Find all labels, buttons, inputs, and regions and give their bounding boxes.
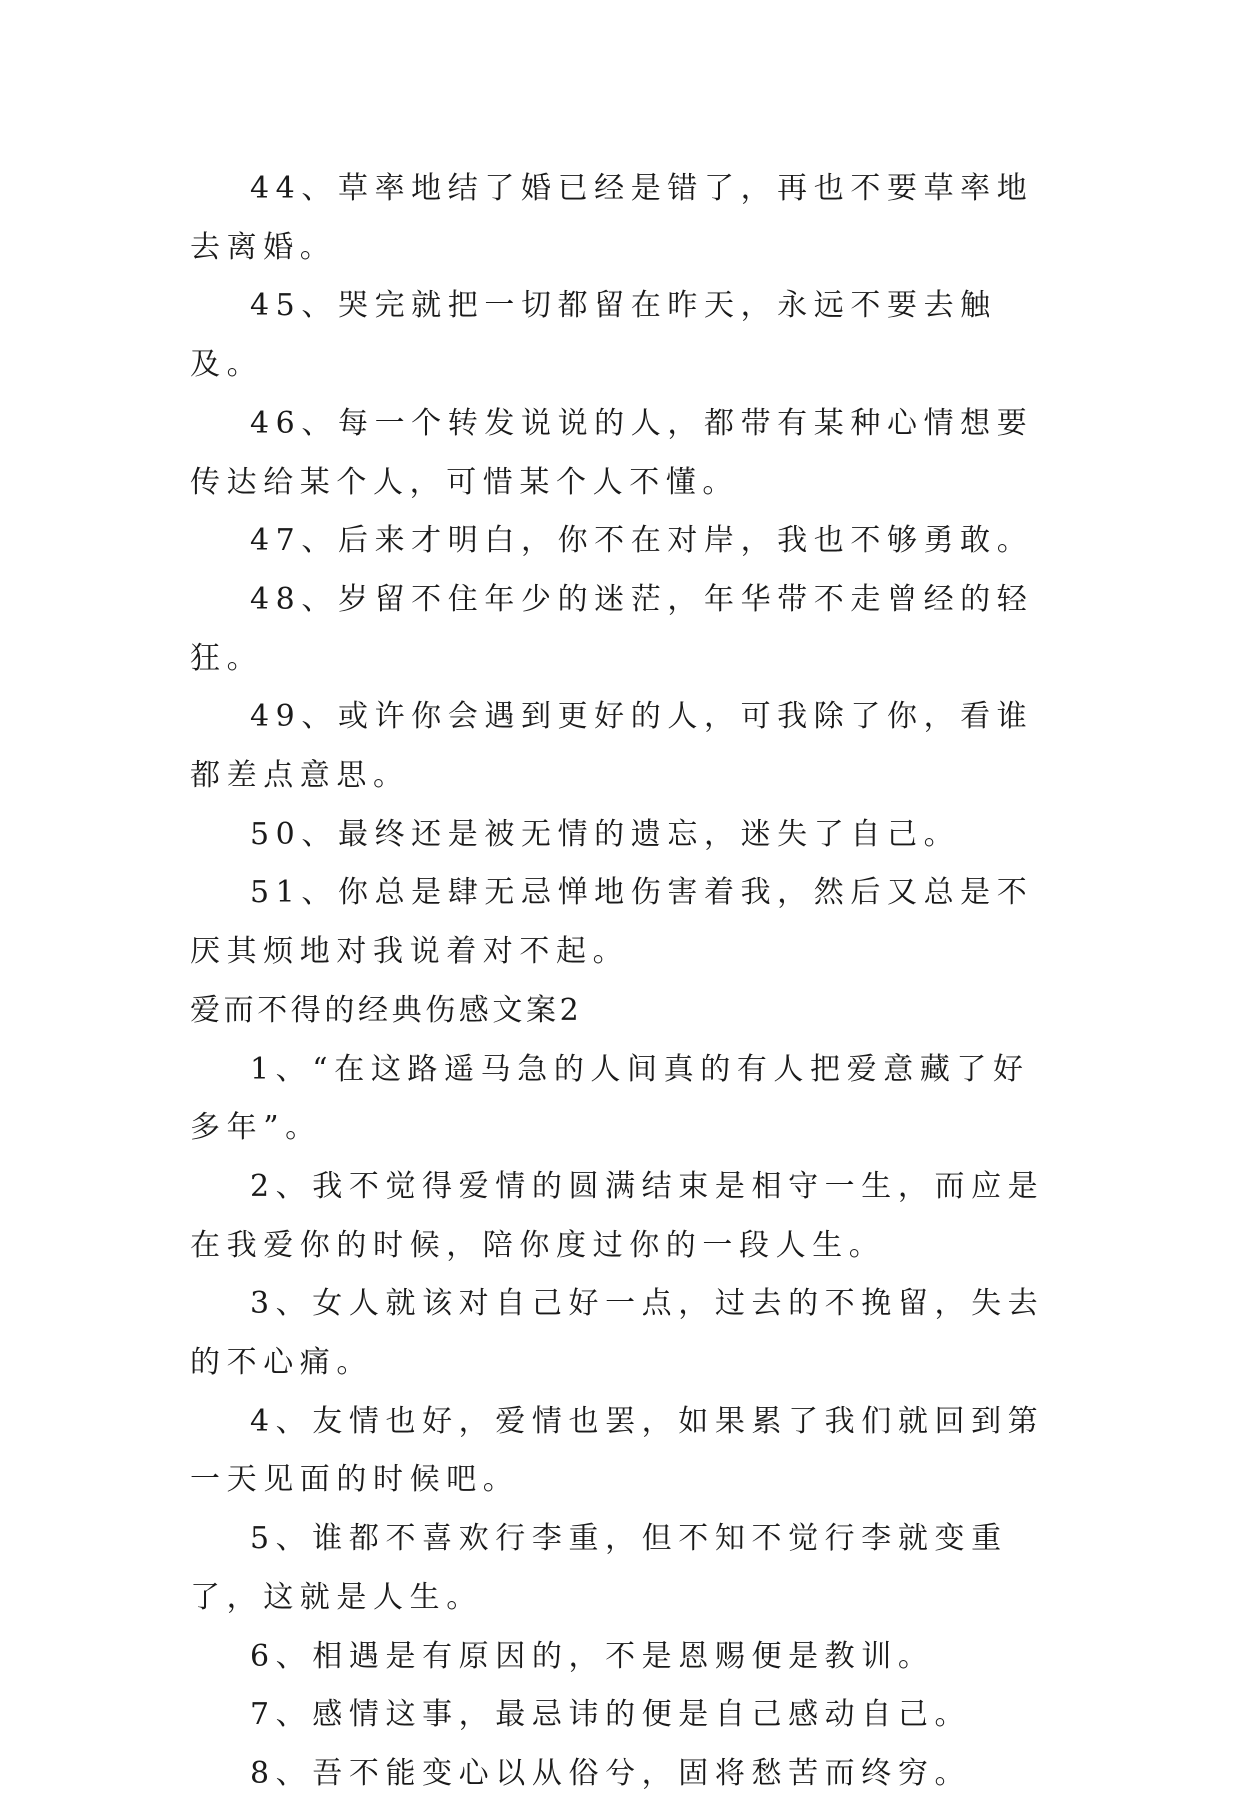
list-item: 6、相遇是有原因的，不是恩赐便是教训。 [250,1638,935,1674]
list-item: 5、谁都不喜欢行李重，但不知不觉行李就变重了，这就是人生。 [190,1521,1008,1615]
list-item: 46、每一个转发说说的人，都带有某种心情想要传达给某个人，可惜某个人不懂。 [190,405,1034,500]
list-item: 3、女人就该对自己好一点，过去的不挽留，失去的不心痛。 [190,1286,1045,1381]
list-item: 44、草率地结了婚已经是错了，再也不要草率地去离婚。 [190,171,1034,265]
list-item: 2、我不觉得爱情的圆满结束是相守一生，而应是在我爱你的时候，陪你度过你的一段人生。 [190,1168,1045,1263]
list-item: 49、或许你会遇到更好的人，可我除了你，看谁都差点意思。 [190,699,1034,794]
list-item: 7、感情这事，最忌讳的便是自己感动自己。 [250,1697,972,1733]
list-item: 45、哭完就把一切都留在昨天，永远不要去触及。 [190,288,997,383]
document-body [190,160,1060,1804]
list-item: 4、友情也好，爱情也罢，如果累了我们就回到第一天见面的时候吧。 [190,1403,1045,1498]
section-heading: 爱而不得的经典伤感文案2 [190,992,583,1028]
list-item: 47、后来才明白，你不在对岸，我也不够勇敢。 [250,523,1034,559]
list-item: 51、你总是肆无忌惮地伤害着我，然后又总是不厌其烦地对我说着对不起。 [190,875,1034,970]
list-item: 1、“在这路遥马急的人间真的有人把爱意藏了好多年”。 [190,1051,1030,1146]
list-item: 48、岁留不住年少的迷茫，年华带不走曾经的轻狂。 [190,581,1034,676]
list-item: 50、最终还是被无情的遗忘，迷失了自己。 [250,816,961,852]
list-item: 8、吾不能变心以从俗兮，固将愁苦而终穷。 [250,1755,972,1791]
